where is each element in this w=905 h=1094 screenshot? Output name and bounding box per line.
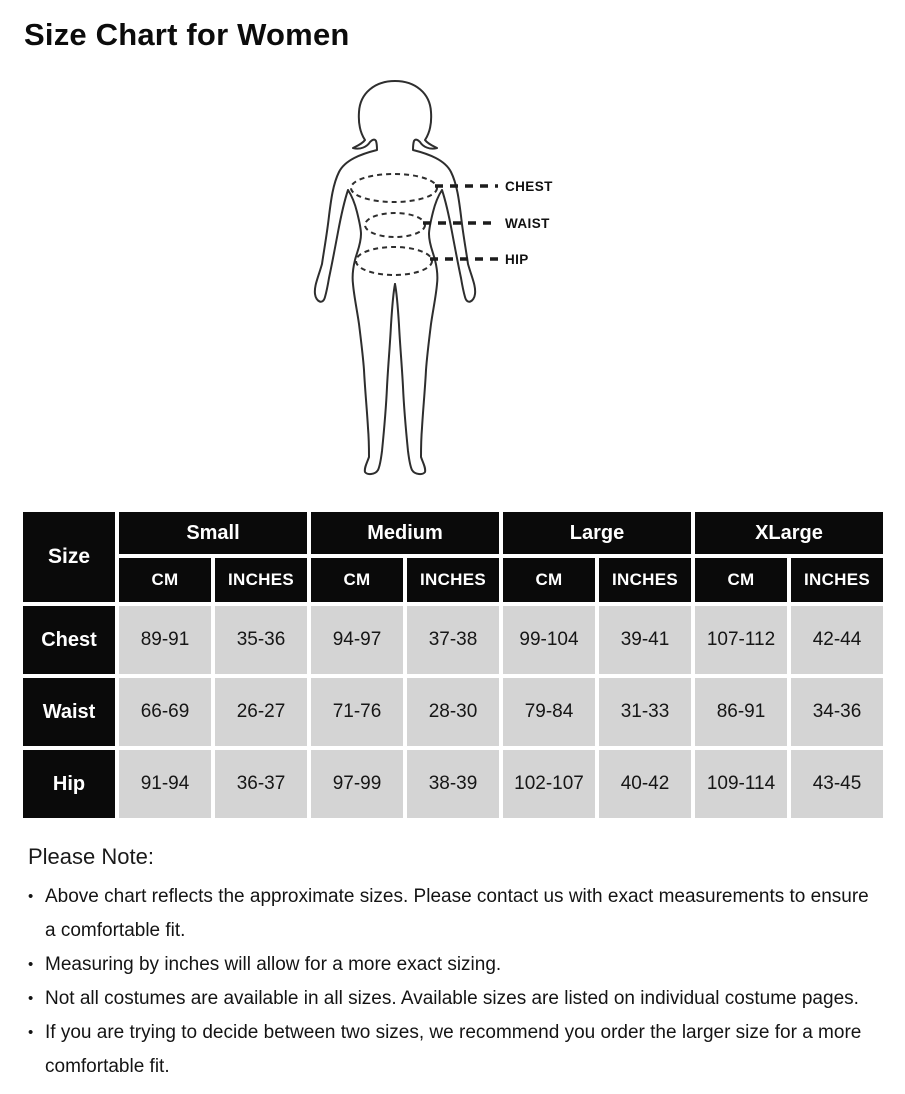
page-title: Size Chart for Women [24,17,350,52]
unit-header-cm: CM [311,558,403,602]
chest-small-inches: 35-36 [215,606,307,674]
waist-large-inches: 31-33 [599,678,691,746]
chest-medium-inches: 37-38 [407,606,499,674]
measurement-diagram [0,78,905,482]
hip-large-cm: 102-107 [503,750,595,818]
waist-medium-inches: 28-30 [407,678,499,746]
body-outline-right [395,81,475,474]
unit-header-inches: INCHES [791,558,883,602]
unit-header-cm: CM [695,558,787,602]
chest-large-cm: 99-104 [503,606,595,674]
hip-xlarge-cm: 109-114 [695,750,787,818]
size-group-small: Small [119,512,307,554]
size-group-header-row [23,512,883,554]
waist-small-inches: 26-27 [215,678,307,746]
female-body-outline-icon [295,78,595,482]
row-label-hip: Hip [23,750,115,818]
notes-section [28,844,873,1084]
chest-label: CHEST [505,179,553,194]
size-group-medium: Medium [311,512,499,554]
note-item: • Not all costumes are available in all sizes. Available sizes are listed on individual costume pages. [28,982,873,1016]
size-corner-header: Size [23,512,115,602]
note-item: • If you are trying to decide between two sizes, we recommend you order the larger size for a more comfortable fit. [28,1016,873,1084]
notes-heading: Please Note: [28,844,154,869]
unit-header-inches: INCHES [407,558,499,602]
body-outline-left [315,81,395,474]
chest-medium-cm: 94-97 [311,606,403,674]
row-label-waist: Waist [23,678,115,746]
waist-large-cm: 79-84 [503,678,595,746]
hip-xlarge-inches: 43-45 [791,750,883,818]
table-row-waist [23,678,883,746]
hip-small-cm: 91-94 [119,750,211,818]
hip-label: HIP [505,252,529,267]
waist-measurement-ellipse [365,213,425,237]
hip-medium-inches: 38-39 [407,750,499,818]
unit-header-inches: INCHES [599,558,691,602]
table-row-hip [23,750,883,818]
chest-large-inches: 39-41 [599,606,691,674]
size-chart-table [19,508,887,822]
waist-medium-cm: 71-76 [311,678,403,746]
unit-header-cm: CM [503,558,595,602]
note-list [28,880,873,1084]
note-item: • Measuring by inches will allow for a more exact sizing. [28,948,873,982]
chest-measurement-ellipse [351,174,437,202]
note-item: • Above chart reflects the approximate sizes. Please contact us with exact measurements to ensure a comfortable fit. [28,880,873,948]
waist-label: WAIST [505,216,550,231]
waist-xlarge-inches: 34-36 [791,678,883,746]
row-label-chest: Chest [23,606,115,674]
size-group-large: Large [503,512,691,554]
waist-xlarge-cm: 86-91 [695,678,787,746]
size-group-xlarge: XLarge [695,512,883,554]
hip-measurement-ellipse [356,247,432,275]
hip-large-inches: 40-42 [599,750,691,818]
unit-header-cm: CM [119,558,211,602]
table-row-chest [23,606,883,674]
waist-small-cm: 66-69 [119,678,211,746]
chest-xlarge-cm: 107-112 [695,606,787,674]
chest-small-cm: 89-91 [119,606,211,674]
hip-small-inches: 36-37 [215,750,307,818]
hip-medium-cm: 97-99 [311,750,403,818]
unit-header-row [23,558,883,602]
unit-header-inches: INCHES [215,558,307,602]
chest-xlarge-inches: 42-44 [791,606,883,674]
